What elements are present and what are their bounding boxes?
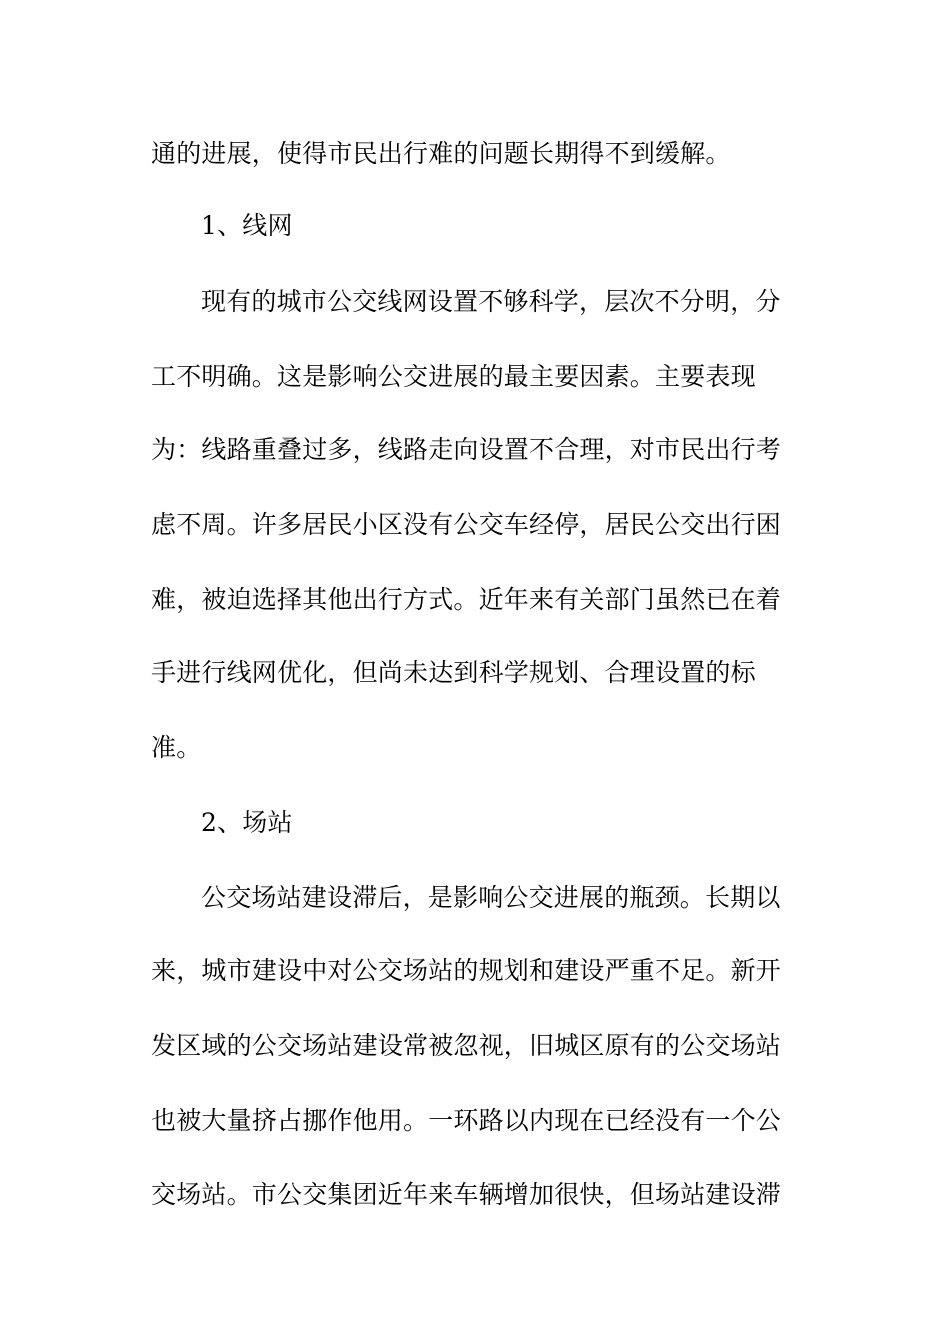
- text-line: 工不明确。这是影响公交进展的最主要因素。主要表现: [151, 362, 756, 391]
- text-line: 手进行线网优化，但尚未达到科学规划、合理设置的标: [151, 658, 756, 687]
- text-line: 准。: [151, 733, 202, 762]
- section-heading-network: 1、线网: [201, 211, 293, 240]
- text-line: 公交场站建设滞后，是影响公交进展的瓶颈。长期以: [201, 883, 781, 912]
- text-line: 也被大量挤占挪作他用。一环路以内现在已经没有一个公: [151, 1106, 782, 1135]
- text-line: 发区域的公交场站建设常被忽视，旧城区原有的公交场站: [151, 1031, 782, 1060]
- text-line: 交场站。市公交集团近年来车辆增加很快，但场站建设滞: [151, 1180, 782, 1209]
- text-line: 现有的城市公交线网设置不够科学，层次不分明，分: [201, 287, 781, 316]
- text-line: 难，被迫选择其他出行方式。近年来有关部门虽然已在着: [151, 585, 782, 614]
- section-heading-stations: 2、场站: [201, 808, 293, 837]
- text-line: 虑不周。许多居民小区没有公交车经停，居民公交出行困: [151, 510, 782, 539]
- text-line: 来，城市建设中对公交场站的规划和建设严重不足。新开: [151, 956, 782, 985]
- text-line: 为：线路重叠过多，线路走向设置不合理，对市民出行考: [151, 435, 782, 464]
- text-line: 通的进展，使得市民出行难的问题长期得不到缓解。: [151, 139, 731, 168]
